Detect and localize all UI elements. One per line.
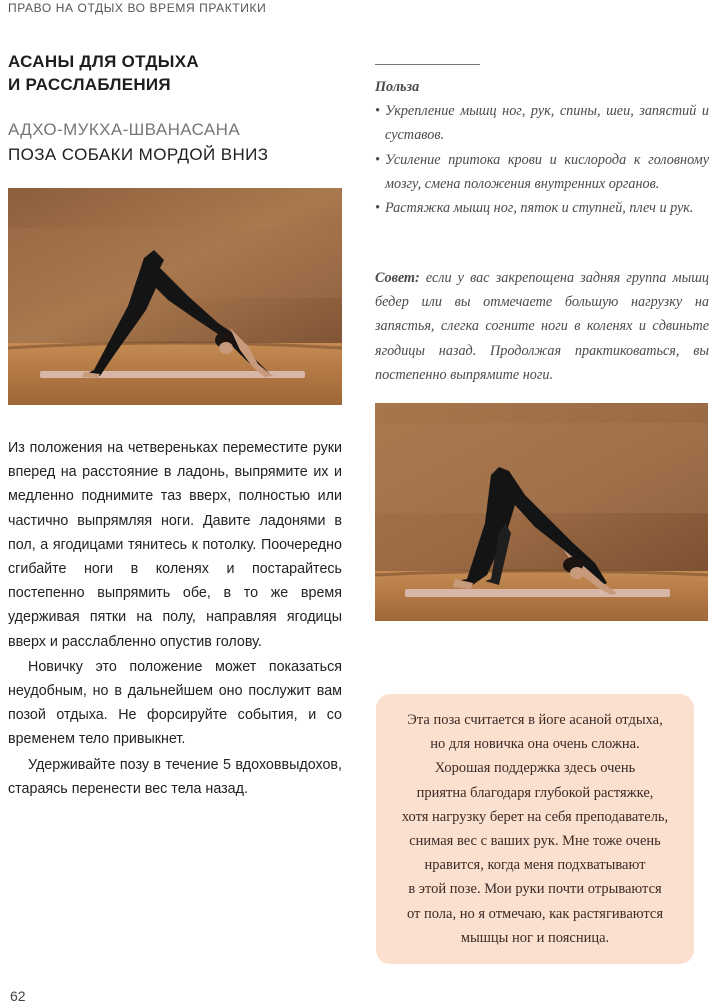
tip-block xyxy=(375,266,709,387)
quote-text xyxy=(386,708,684,950)
section-title xyxy=(8,50,338,96)
running-head: ПРАВО НА ОТДЫХ ВО ВРЕМЯ ПРАКТИКИ xyxy=(8,1,267,15)
benefit-item: • Укрепление мышц ног, рук, спины, шеи, запястий и суставов. xyxy=(375,99,709,147)
tip-text: если у вас закрепощена задняя группа мышц бедер или вы отмечаете большую нагрузку на запястья, слегка согните ноги в коленях и сдвиньте ягодицы назад. Продолжая практиковаться, вы постепенно выпрямите ноги. xyxy=(375,270,709,383)
benefits-title: Польза xyxy=(375,79,420,95)
page-number: 62 xyxy=(10,988,26,1004)
instructions-paragraph-3: Удерживайте позу в течение 5 вдоховвыдохов, стараясь перенести вес тела назад. xyxy=(8,756,342,797)
section-title-line-1: АСАНЫ ДЛЯ ОТДЫХА xyxy=(8,52,199,71)
quote-callout xyxy=(376,694,694,964)
pose-sanskrit-name: АДХО-МУКХА-ШВАНАСАНА xyxy=(8,120,241,139)
pose-photo-angle xyxy=(375,403,708,621)
instructions-paragraph-1: Из положения на четвереньках переместите руки вперед на расстояние в ладонь, выпрямите их и медленно поднимите таз вверх, полностью или частично выпрямляя ноги. Давите ладонями в пол, а ягодицами тянитесь к потолку. Поочередно сгибайте ноги в коленях и постарайтесь постепенно выпрямить обе, в то же время удерживая пятки на полу, направляя ягодицы вверх и расслабленно опустив голову. xyxy=(8,440,342,650)
quote-line: хотя нагрузку берет на себя преподаватель, xyxy=(401,808,669,825)
benefits-block xyxy=(375,75,709,220)
benefit-item: • Усиление притока крови и кислорода к головному мозгу, смена положения внутренних органов. xyxy=(375,148,709,196)
quote-line: нравится, когда меня подхватывают xyxy=(424,857,646,874)
benefits-list xyxy=(375,99,709,220)
pose-photo-side xyxy=(8,188,342,405)
instructions-text xyxy=(8,436,342,801)
instructions-paragraph-2: Новичку это положение может показаться неудобным, но в дальнейшем оно послужит вам позой отдыха. Не форсируйте события, и со временем тело привыкнет. xyxy=(8,658,342,748)
quote-line: но для новичка она очень сложна. xyxy=(430,736,640,753)
benefits-divider xyxy=(375,64,480,65)
quote-line: снимая вес с ваших рук. Мне тоже очень xyxy=(409,833,661,850)
quote-line: Эта поза считается в йоге асаной отдыха, xyxy=(407,712,663,728)
pose-name: ПОЗА СОБАКИ МОРДОЙ ВНИЗ xyxy=(8,145,269,164)
benefit-item: • Растяжка мышц ног, пяток и ступней, плеч и рук. xyxy=(375,196,709,220)
quote-line: приятна благодаря глубокой растяжке, xyxy=(416,784,654,801)
tip-label: Совет: xyxy=(375,270,420,286)
quote-line: в этой позе. Мои руки почти отрываются xyxy=(408,881,662,898)
quote-line: Хорошая поддержка здесь очень xyxy=(434,760,636,777)
quote-line: от пола, но я отмечаю, как растягиваются xyxy=(406,905,664,922)
section-title-line-2: И РАССЛАБЛЕНИЯ xyxy=(8,75,171,94)
quote-line: мышцы ног и поясница. xyxy=(460,929,610,946)
